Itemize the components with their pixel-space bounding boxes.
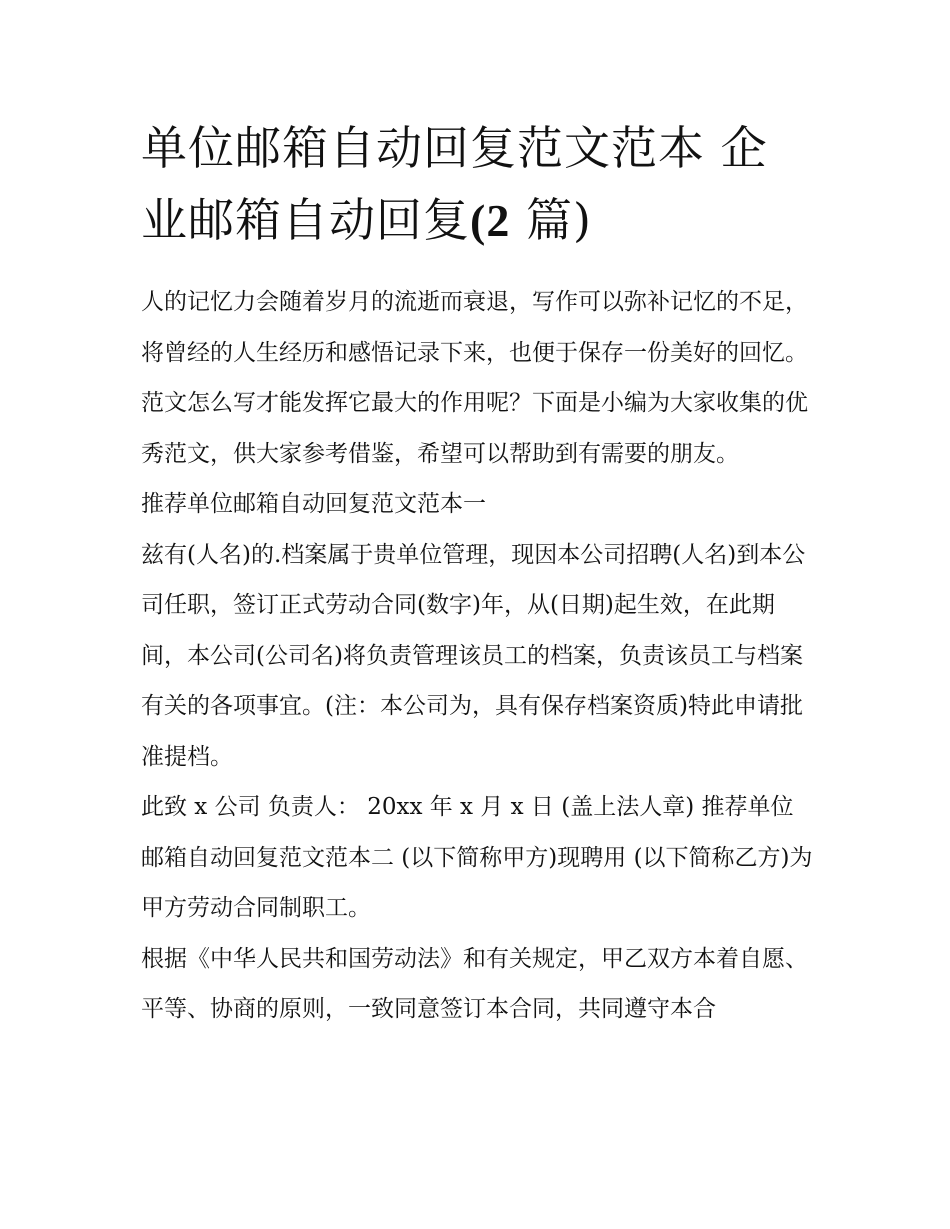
section-heading-one: 推荐单位邮箱自动回复范文范本一 bbox=[141, 491, 486, 517]
body-paragraph: 兹有(人名)的.档案属于贵单位管理，现因本公司招聘(人名)到本公司任职，签订正式劳动合同(数字)年，从(日期)起生效，在此期间，本公司(公司名)将负责管理该员工的档案，负责该员工与档案有关的各项事宜。(注：本公司为，具有保存档案资质)特此申请批准提档。 bbox=[141, 541, 806, 770]
body-paragraph: 根据《中华人民共和国劳动法》和有关规定，甲乙双方本着自愿、平等、协商的原则，一致同意签订本合同，共同遵守本合 bbox=[141, 945, 808, 1022]
document-body bbox=[141, 112, 813, 1035]
intro-paragraph: 人的记忆力会随着岁月的流逝而衰退，写作可以弥补记忆的不足，将曾经的人生经历和感悟记录下来，也便于保存一份美好的回忆。范文怎么写才能发挥它最大的作用呢？下面是小编为大家收集的优秀范文，供大家参考借鉴，希望可以帮助到有需要的朋友。 bbox=[141, 289, 808, 467]
title-count: (2 bbox=[470, 195, 511, 246]
title-suffix: 篇) bbox=[510, 193, 592, 247]
body-paragraph: 此致 x 公司 负责人： 20xx 年 x 月 x 日 (盖上法人章) 推荐单位邮箱自动回复范文范本二 (以下简称甲方)现聘用 (以下简称乙方)为甲方劳动合同制职工。 bbox=[141, 794, 813, 921]
title-text: 单位邮箱自动回复范文范本 企业邮箱自动回复 bbox=[141, 121, 768, 247]
document-title bbox=[141, 112, 813, 257]
